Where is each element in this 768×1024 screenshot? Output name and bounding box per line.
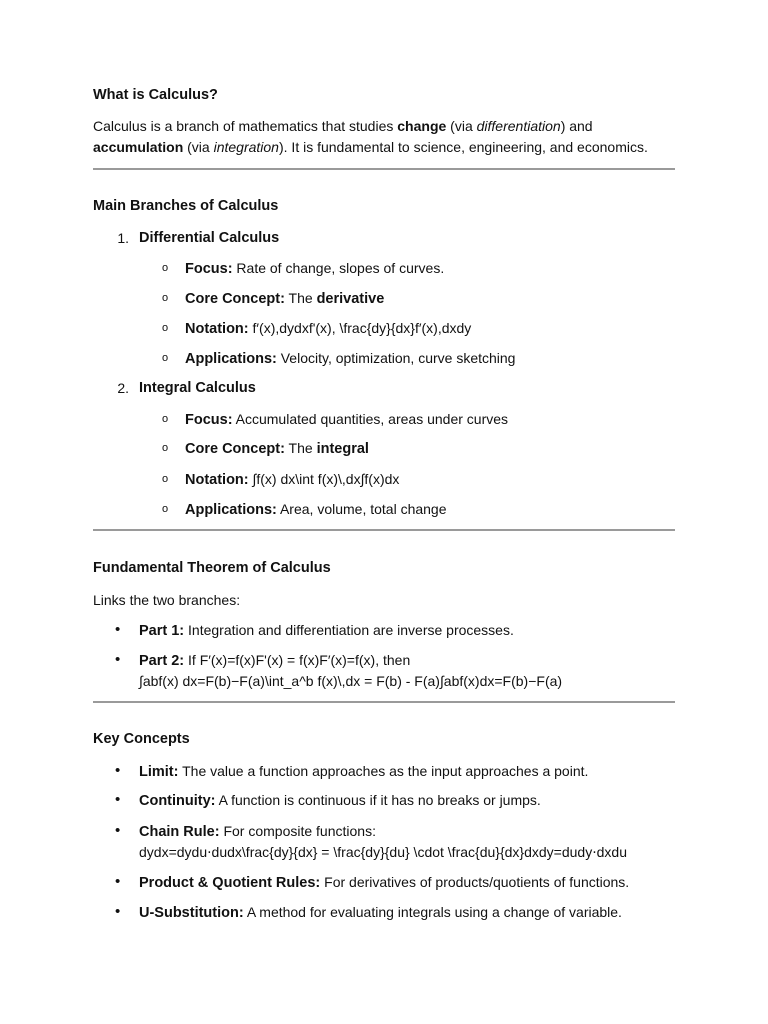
ftc-intro: Links the two branches:	[93, 592, 241, 608]
sub-bullet-icon: o	[162, 292, 169, 304]
term-integration: integration	[213, 139, 279, 155]
divider	[93, 701, 675, 703]
sub-bullet-icon: o	[162, 413, 169, 425]
section-title-what-is-calculus: What is Calculus?	[93, 87, 218, 103]
differential-title: Differential Calculus	[139, 230, 280, 246]
list-number: 1.	[117, 230, 129, 246]
divider	[93, 529, 675, 531]
sub-bullet-icon: o	[162, 352, 169, 364]
bullet-icon: •	[115, 791, 121, 808]
sub-bullet-icon: o	[162, 442, 169, 454]
sub-bullet-icon: o	[162, 322, 169, 334]
sub-bullet-icon: o	[162, 473, 169, 485]
ftc-part2-formula: ∫abf(x) dx=F(b)−F(a)\int_a^b f(x)\,dx = F(b) - F(a)∫abf(x)dx=F(b)−F(a)	[139, 673, 563, 689]
list-number: 2.	[117, 380, 129, 396]
section-title-ftc: Fundamental Theorem of Calculus	[93, 560, 331, 576]
intro-paragraph: Calculus is a branch of mathematics that studies change (via differentiation) and accumulation (via integration). It is fundamental to science, engineering, and economics.	[93, 118, 648, 155]
term-change: change	[397, 118, 447, 134]
bullet-icon: •	[115, 903, 121, 920]
section-title-key-concepts: Key Concepts	[93, 731, 190, 747]
term-differentiation: differentiation	[476, 118, 561, 134]
divider	[93, 168, 675, 170]
section-title-main-branches: Main Branches of Calculus	[93, 198, 279, 214]
bullet-icon: •	[115, 873, 121, 890]
term-accumulation: accumulation	[93, 139, 184, 155]
sub-bullet-icon: o	[162, 262, 169, 274]
key-chain-rule-formula: dydx=dydu⋅dudx\frac{dy}{dx} = \frac{dy}{du} \cdot \frac{du}{dx}dxdy=dudy⋅dxdu	[139, 844, 627, 860]
bullet-icon: •	[115, 762, 121, 779]
integral-title: Integral Calculus	[139, 380, 256, 396]
sub-bullet-icon: o	[162, 503, 169, 515]
bullet-icon: •	[115, 621, 121, 638]
bullet-icon: •	[115, 651, 121, 668]
bullet-icon: •	[115, 822, 121, 839]
